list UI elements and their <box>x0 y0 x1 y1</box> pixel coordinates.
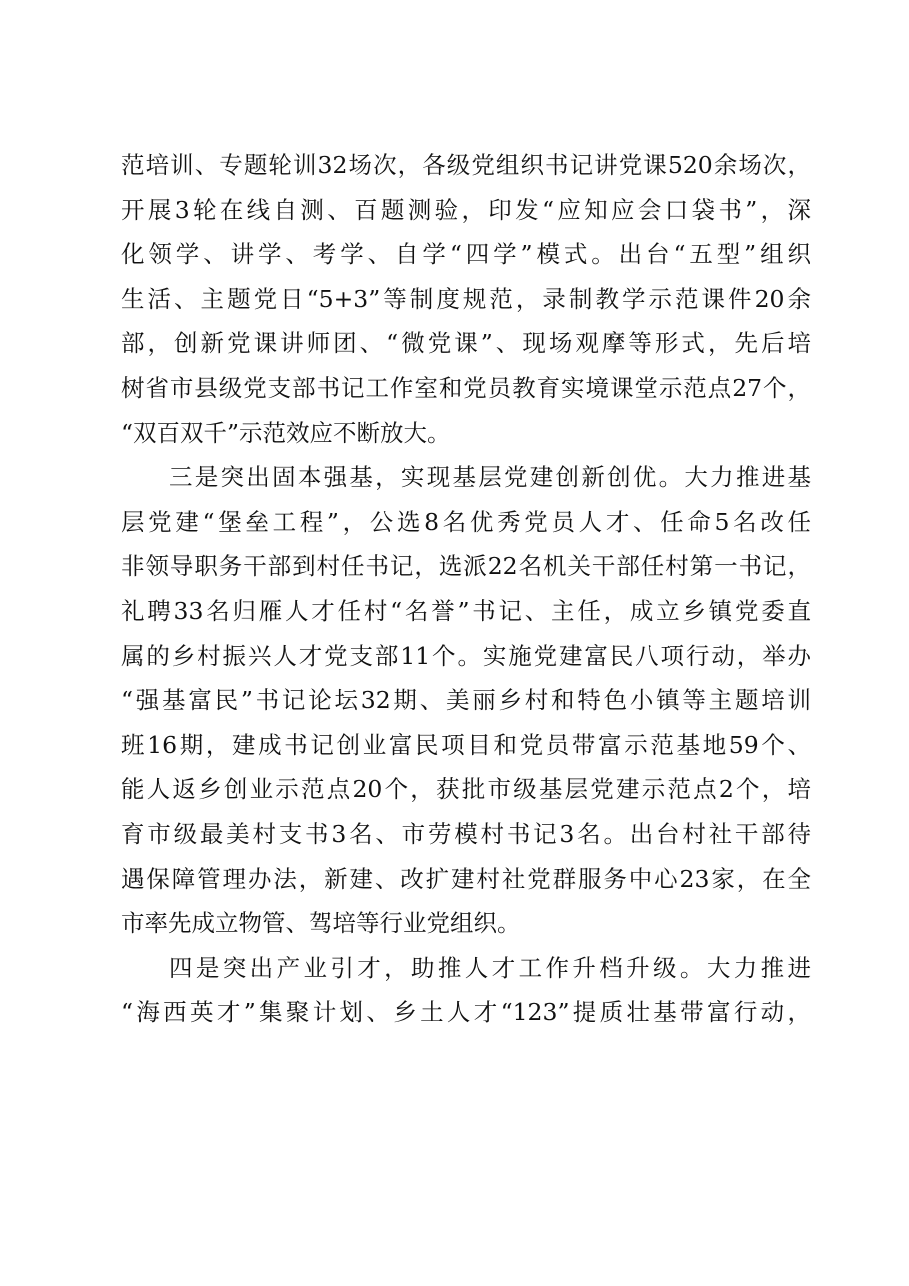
text-line: “双百双千”示范效应不断放大。 <box>121 418 451 447</box>
text-line: 三是突出固本强基，实现基层党建创新创优。大力推进基 <box>169 463 811 492</box>
paragraph-1 <box>121 143 811 455</box>
paragraph-3 <box>121 946 811 1035</box>
text-line: 化领学、讲学、考学、自学“四学”模式。出台“五型”组织 <box>121 240 811 269</box>
text-line: 属的乡村振兴人才党支部11个。实施党建富民八项行动，举办 <box>121 641 811 670</box>
text-line: 四是突出产业引才，助推人才工作升档升级。大力推进 <box>169 953 811 982</box>
text-line: 礼聘33名归雁人才任村“名誉”书记、主任，成立乡镇党委直 <box>121 596 811 625</box>
text-line: 育市级最美村支书3名、市劳模村书记3名。出台村社干部待 <box>121 819 811 848</box>
text-line: 开展3轮在线自测、百题测验，印发“应知应会口袋书”，深 <box>121 195 811 224</box>
text-line: 市率先成立物管、驾培等行业党组织。 <box>121 909 521 938</box>
text-line: 生活、主题党日“5+3”等制度规范，录制教学示范课件20余 <box>121 284 811 313</box>
paragraph-2 <box>121 455 811 946</box>
text-line: 非领导职务干部到村任书记，选派22名机关干部任村第一书记， <box>121 552 811 581</box>
document-body <box>121 143 811 1035</box>
text-line: 部，创新党课讲师团、“微党课”、现场观摩等形式，先后培 <box>121 329 811 358</box>
text-line: 班16期，建成书记创业富民项目和党员带富示范基地59个、 <box>121 730 811 759</box>
text-line: 树省市县级党支部书记工作室和党员教育实境课堂示范点27个， <box>121 373 811 402</box>
text-line: 遇保障管理办法，新建、改扩建村社党群服务中心23家，在全 <box>121 864 811 893</box>
text-line: “海西英才”集聚计划、乡土人才“123”提质壮基带富行动， <box>121 998 811 1027</box>
text-line: “强基富民”书记论坛32期、美丽乡村和特色小镇等主题培训 <box>121 686 811 715</box>
text-line: 能人返乡创业示范点20个，获批市级基层党建示范点2个，培 <box>121 775 811 804</box>
text-line: 范培训、专题轮训32场次，各级党组织书记讲党课520余场次， <box>121 151 811 179</box>
text-line: 层党建“堡垒工程”，公选8名优秀党员人才、任命5名改任 <box>121 507 811 536</box>
